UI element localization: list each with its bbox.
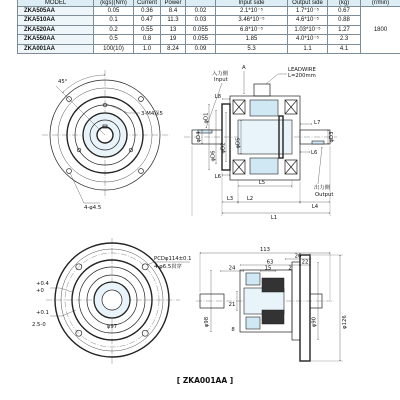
leadwire-length-label: L=200mm (288, 73, 316, 79)
dim-l3-label: L3 (226, 196, 234, 202)
header-speed: (r/min) (361, 0, 400, 7)
table-row (18, 16, 400, 25)
model-cell: ZKA550AA (18, 35, 94, 44)
torque-cell: 0.5 (94, 35, 134, 44)
col5-cell: 0.02 (186, 7, 216, 16)
dim-d1-label: φD1 (203, 112, 210, 124)
bore-label: φ97 (106, 324, 118, 330)
dim-21-label: 21 (228, 302, 236, 308)
dim-22-label: 22 (301, 259, 309, 266)
dim-d4-label: φD4 (196, 131, 202, 143)
torque-cell: 100(10) (94, 44, 134, 53)
mount-hole (139, 169, 144, 174)
coil-upper (250, 100, 278, 116)
mount-hole-label: 4-φ4.5 (84, 205, 102, 211)
upper-tolerance-1: +0.4 (36, 281, 49, 287)
leadwire-box (254, 84, 270, 96)
current-cell: 0.8 (134, 35, 161, 44)
output-side-en-label: Output (315, 192, 334, 198)
input-side-cell: 5.3 (216, 44, 288, 53)
bearing-lower-left (233, 160, 245, 174)
dim-l4-label: L4 (311, 204, 319, 210)
current-cell: 0.47 (134, 16, 161, 25)
flange-front-view-top (42, 70, 170, 211)
bearing-upper-left (233, 100, 245, 114)
weight-cell: 2.3 (328, 35, 361, 44)
output-side-cn-label: 出力側 (314, 185, 330, 191)
drawing-caption: [ ZKA001AA ] (176, 376, 234, 385)
pcd-label: PCDφ114±0.1 (154, 256, 192, 262)
lower-tolerance-1: +0.1 (36, 310, 49, 316)
input-side-cn-label: 入力側 (212, 71, 228, 77)
output-side-cell: 1.7*10⁻⁵ (288, 7, 328, 16)
shaft-bore (102, 290, 122, 310)
col5-cell: 0.055 (186, 25, 216, 34)
dim-24-label: 24 (228, 265, 236, 272)
mount-hole (139, 97, 144, 102)
dim-26-label: 26 (294, 253, 302, 260)
model-cell: ZKA505AA (18, 7, 94, 16)
coil-lower (250, 158, 278, 174)
output-side-cell: 4.6*10⁻⁵ (288, 16, 328, 25)
dim-2-label: 2 (288, 265, 292, 272)
header-output-side: Output side (288, 0, 328, 7)
dim-l5-label: L5 (258, 180, 266, 186)
output-side-leader (318, 147, 322, 184)
torque-cell: 0.05 (94, 7, 134, 16)
output-flange-plate (300, 255, 310, 361)
mount-hole (142, 330, 148, 336)
upper-tolerance-2: +0 (36, 288, 44, 294)
input-side-cell: 3.46*10⁻⁵ (216, 16, 288, 25)
torque-cell: 0.1 (94, 16, 134, 25)
dim-d6-label: φD6 (210, 150, 217, 162)
coil-upper (246, 273, 260, 285)
torque-cell: 0.2 (94, 25, 134, 34)
bearing-upper-right (285, 100, 297, 114)
table-row (18, 7, 400, 16)
friction-pack-upper (262, 278, 284, 292)
dim-90-label: φ90 (311, 316, 318, 328)
dim-98-label: φ98 (204, 316, 210, 328)
dim-63-label: 63 (266, 259, 274, 266)
current-cell: 0.36 (134, 7, 161, 16)
lower-tolerance-2: 2.5-0 (32, 322, 46, 328)
col5-cell: 0.09 (186, 44, 216, 53)
power-cell: 11.3 (161, 16, 186, 25)
flange-front-view-bottom (32, 238, 191, 364)
output-side-cell: 1.1 (288, 44, 328, 53)
dim-d2-label: φD2 (220, 142, 227, 154)
dim-l6-left-label: L6 (214, 174, 221, 180)
bearing-lower-right (285, 160, 297, 174)
upper-tolerance-leader (50, 288, 72, 292)
dim-l1-label: L1 (270, 215, 278, 221)
col5-cell: 0.055 (186, 35, 216, 44)
input-side-cell: 6.8*10⁻⁵ (216, 25, 288, 34)
side-section-view-top (184, 65, 337, 221)
table-row (18, 25, 400, 34)
power-cell: 8.4 (161, 7, 186, 16)
table-row (18, 35, 400, 44)
model-cell: ZKA001AA (18, 44, 94, 53)
current-cell: 1.0 (134, 44, 161, 53)
output-keyway (312, 141, 324, 144)
model-cell: ZKA520AA (18, 25, 94, 34)
tap-hole-label: 3-M4深5 (141, 111, 163, 117)
header-power: Power (161, 0, 186, 7)
weight-cell: 0.88 (328, 16, 361, 25)
output-side-cell: 4.0*10⁻⁵ (288, 35, 328, 44)
mount-hole (67, 169, 72, 174)
header-input-side: Input side (216, 0, 288, 7)
current-cell: 0.55 (134, 25, 161, 34)
coil-lower (246, 317, 260, 329)
side-view-bottom (196, 247, 348, 361)
input-side-cell: 1.85 (216, 35, 288, 44)
weight-cell: 1.27 (328, 25, 361, 34)
header-weight: (kg) (328, 0, 361, 7)
weight-cell: 0.67 (328, 7, 361, 16)
dim-d3-label: φD3 (329, 131, 335, 143)
angle-label: 45° (58, 79, 68, 85)
dim-l8-label: L8 (214, 94, 221, 100)
col5-cell: 0.03 (186, 16, 216, 25)
header-current: Current (134, 0, 161, 7)
power-cell: 19 (161, 35, 186, 44)
dim-d5-label: φD5 (235, 137, 242, 149)
header-model: MODEL (18, 0, 94, 7)
power-cell: 8.24 (161, 44, 186, 53)
dim-l7-label: L7 (314, 120, 321, 126)
rotor-hub (235, 120, 292, 154)
speed-cell: 1800 (361, 7, 400, 54)
spec-table (17, 0, 400, 54)
leadwire-leader (266, 74, 287, 84)
dim-15-label: 15 (264, 265, 272, 272)
header-torque: (kgs)(Nm) (94, 0, 134, 7)
model-cell: ZKA510AA (18, 16, 94, 25)
dim-126-label: φ126 (342, 315, 348, 329)
weight-cell: 4.1 (328, 44, 361, 53)
leadwire-label: LEADWIRE (288, 67, 316, 73)
dim-overall-label: 113 (259, 247, 271, 253)
power-cell: 13 (161, 25, 186, 34)
input-side-en-label: Input (214, 77, 228, 83)
lower-tolerance-leader (50, 310, 76, 316)
dim-l6-right-label: L6 (311, 150, 318, 156)
through-holes-label: 4-φ6.5貫穿 (154, 264, 182, 270)
angle-reference-line (56, 86, 105, 135)
dim-l2-label: L2 (246, 196, 254, 202)
input-side-cell: 2.1*10⁻⁵ (216, 7, 288, 16)
friction-pack-lower (262, 310, 284, 324)
dim-8-label: 8 (231, 327, 235, 333)
output-side-cell: 1.03*10⁻⁵ (288, 25, 328, 34)
table-row (18, 44, 400, 53)
section-mark-label: A (242, 65, 246, 71)
angle-arc (63, 75, 105, 93)
